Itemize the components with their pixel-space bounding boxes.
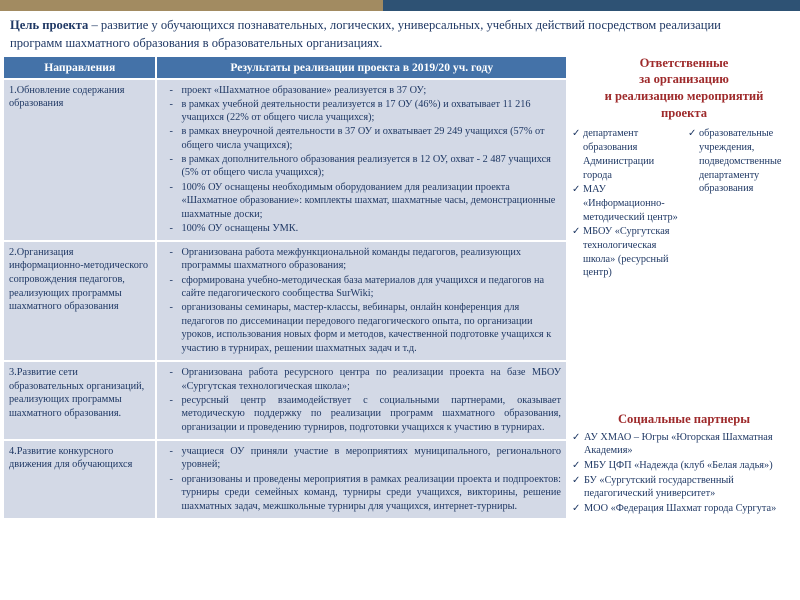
responsible-heading-line: Ответственные [639, 55, 729, 70]
list-item: ✓ АУ ХМАО – Югры «Югорская Шахматная Академия» [572, 431, 796, 458]
list-item: - ресурсный центр взаимодействует с социальными партнерами, оказывает методическую поддержку по реализации программ шахматного образования, организации и проведению турниров, подготовки учащихся к участию в турнирах. [162, 394, 561, 435]
results-table-container [0, 55, 568, 520]
list-item: - сформирована учебно-методическая база материалов для учащихся и педагогов на сайте педагогического сообщества SurWiki; [162, 274, 561, 301]
top-bar-navy-segment [383, 0, 800, 11]
table-cell-results [157, 242, 566, 360]
results-list [162, 246, 561, 356]
list-item: - учащиеся ОУ приняли участие в мероприятиях муниципального, регионального уровней; [162, 445, 561, 472]
list-item: ✓ МОО «Федерация Шахмат города Сургута» [572, 502, 796, 516]
list-item: - 100% ОУ оснащены необходимым оборудованием для реализации проекта «Шахматное образование»: комплекты шахмат, шахматные часы, демонстрационные шахматные доски; [162, 181, 561, 222]
sidebar [568, 55, 798, 517]
table-cell-direction: 3.Развитие сети образовательных организаций, реализующих программы шахматного образования. [4, 362, 155, 439]
table-cell-direction: 4.Развитие конкурсного движения для обучающихся [4, 441, 155, 518]
list-item: ✓ БУ «Сургутский государственный педагогический университет» [572, 474, 796, 501]
table-cell-direction: 2.Организация информационно-методического сопровождения педагогов, реализующих программы шахматного образования [4, 242, 155, 360]
responsible-heading-line: за организацию [639, 72, 729, 87]
table-row [4, 242, 566, 360]
list-item: ✓ МБУ ЦФП «Надежда (клуб «Белая ладья») [572, 459, 796, 473]
decorative-top-bar [0, 0, 800, 11]
list-item: ✓ образовательные учреждения, подведомственные департаменту образования [688, 127, 796, 195]
table-header-directions: Направления [4, 57, 155, 78]
list-item: ✓ МБОУ «Сургутская технологическая школа» (ресурсный центр) [572, 225, 680, 280]
list-item: - 100% ОУ оснащены УМК. [162, 222, 561, 236]
results-list [162, 84, 561, 236]
table-header-row [4, 57, 566, 78]
responsible-left-column [572, 127, 680, 281]
responsible-heading-line: и реализацию мероприятий [604, 88, 764, 103]
table-body [4, 80, 566, 518]
list-item: - Организована работа ресурсного центра по реализации проекта на базе МБОУ «Сургутская технологическая школа»; [162, 366, 561, 393]
results-list [162, 366, 561, 434]
top-bar-tan-segment [0, 0, 383, 11]
table-header-results: Результаты реализации проекта в 2019/20 уч. году [157, 57, 566, 78]
project-goal-text: – развитие у обучающихся познавательных, логических, универсальных, учебных действий посредством реализации программ шахматного образования в образовательных организациях. [10, 18, 721, 51]
responsible-right-column [688, 127, 796, 281]
list-item: - организованы и проведены мероприятия в рамках реализации проекта и подпроектов: турниры среди семейных команд, турниры среди учащихся, викторины, решение шахматных задач, межшкольные турниры для учащихся, интернет-турниры. [162, 473, 561, 514]
list-item: ✓ МАУ «Информационно-методический центр» [572, 183, 680, 224]
list-item: - в рамках учебной деятельности реализуется в 17 ОУ (46%) и охватывает 11 216 учащихся (22% от общего числа учащихся); [162, 98, 561, 125]
partners-heading: Социальные партнеры [617, 412, 751, 426]
list-item: - проект «Шахматное образование» реализуется в 37 ОУ; [162, 84, 561, 98]
table-row [4, 441, 566, 518]
list-item: - Организована работа межфункциональной команды педагогов, реализующих программы шахматного образования; [162, 246, 561, 273]
project-goal-label: Цель проекта [10, 18, 89, 32]
results-table [2, 55, 568, 520]
table-cell-results [157, 362, 566, 439]
list-item: - в рамках внеурочной деятельности в 37 ОУ и охватывает 29 249 учащихся (57% от общего числа учащихся); [162, 125, 561, 152]
list-item: ✓ департамент образования Администрации города [572, 127, 680, 182]
list-item: - в рамках дополнительного образования реализуется в 12 ОУ, охват - 2 487 учащихся (5% от общего числа учащихся); [162, 153, 561, 180]
project-goal-statement [0, 11, 780, 55]
table-row [4, 362, 566, 439]
responsible-left-list [572, 127, 680, 280]
table-row [4, 80, 566, 240]
responsible-right-list [688, 127, 796, 195]
responsible-heading-line: проекта [660, 105, 708, 120]
table-cell-results [157, 80, 566, 240]
partners-list [572, 431, 796, 516]
sidebar-spacer [572, 281, 796, 399]
list-item: - организованы семинары, мастер-классы, вебинары, онлайн конференция для педагогов по диссеминации передового педагогического опыта, по организации уроков, использования новых форм и методов, качественной подготовке учащихся к участию в турнирах, решении шахматных задач и т.д. [162, 301, 561, 355]
table-cell-results [157, 441, 566, 518]
responsible-heading [572, 55, 796, 122]
table-cell-direction: 1.Обновление содержания образования [4, 80, 155, 240]
content-body [0, 55, 800, 520]
results-list [162, 445, 561, 513]
responsible-columns [572, 127, 796, 281]
